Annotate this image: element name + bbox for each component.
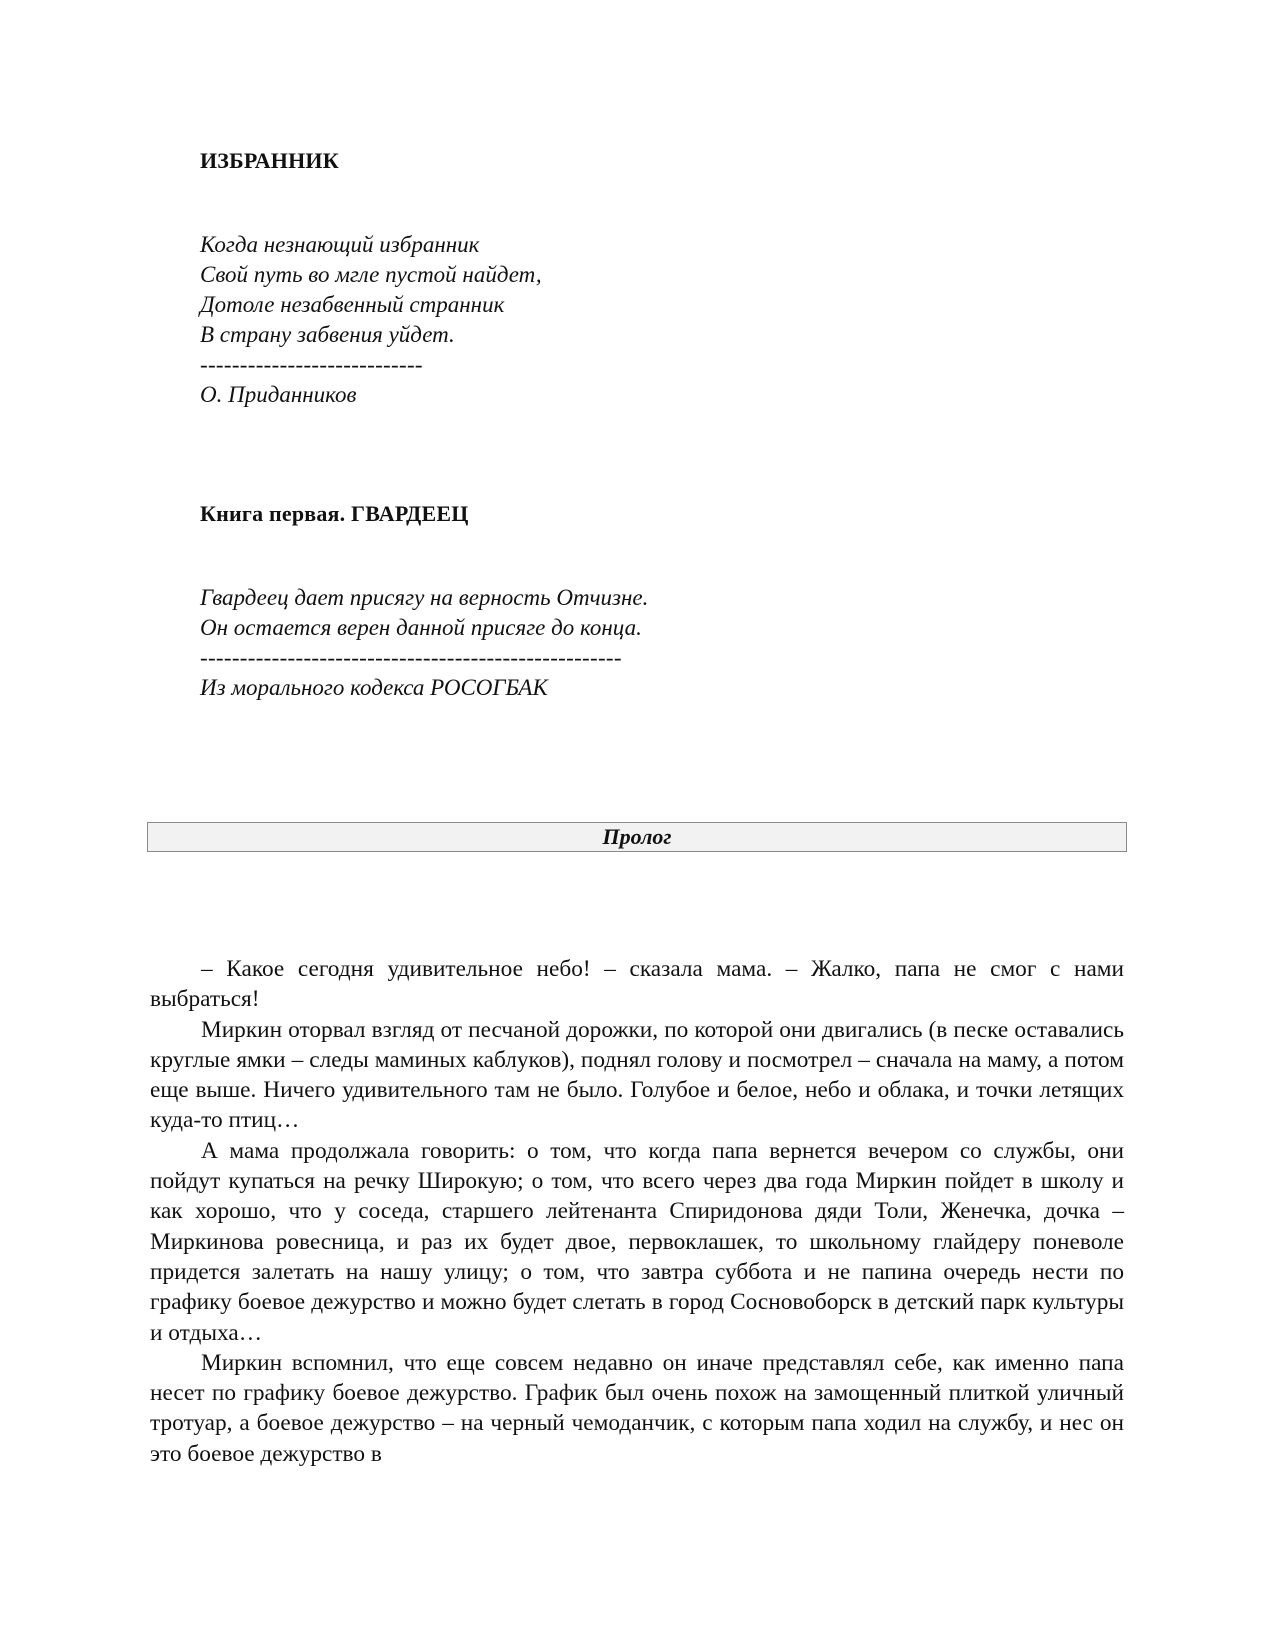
section-heading-box [147,822,1127,852]
section-title: Пролог [602,824,672,849]
body-text [150,954,1124,1469]
epigraph-line: Гвардеец дает присягу на верность Отчизне. [200,585,649,610]
epigraph-line: Свой путь во мгле пустой найдет, [200,262,542,287]
paragraph: Миркин оторвал взгляд от песчаной дорожки, по которой они двигались (в песке оставались круглые ямки – следы маминых каблуков), поднял голову и посмотрел – сначала на маму, а потом еще выше. Ничего удивительного там не было. Голубое и белое, небо и облака, и точки летящих куда-то птиц… [150,1016,1124,1134]
work-title: ИЗБРАННИК [200,148,339,173]
title-epigraph [200,230,542,410]
epigraph-divider: ---------------------------- [200,352,423,377]
book-epigraph [200,583,648,703]
epigraph-line: Дотоле незабвенный странник [200,292,505,317]
book-heading: Книга первая. ГВАРДЕЕЦ [200,501,469,526]
epigraph-source: Из морального кодекса РОСОГБАК [200,675,548,700]
epigraph-line: Он остается верен данной присяге до конца. [200,615,642,640]
epigraph-line: В страну забвения уйдет. [200,322,455,347]
paragraph: – Какое сегодня удивительное небо! – сказала мама. – Жалко, папа не смог с нами выбраться! [150,956,1124,1013]
paragraph: Миркин вспомнил, что еще совсем недавно он иначе представлял себе, как именно папа несет по графику боевое дежурство. График был очень похож на замощенный плиткой уличный тротуар, а боевое дежурство – на черный чемоданчик, с которым папа ходил на службу, и нес он это боевое дежурство в [150,1349,1124,1467]
epigraph-divider: ----------------------------------------------------- [200,645,622,670]
paragraph: А мама продолжала говорить: о том, что когда папа вернется вечером со службы, они пойдут купаться на речку Широкую; о том, что всего через два года Миркин пойдет в школу и как хорошо, что у соседа, старшего лейтенанта Спиридонова дяди Толи, Женечка, дочка – Миркинова ровесница, и раз их будет двое, первоклашек, то школьному глайдеру поневоле придется залетать на нашу улицу; о том, что завтра суббота и не папина очередь нести по графику боевое дежурство и можно будет слетать в город Сосновоборск в детский парк культуры и отдыха… [150,1137,1124,1346]
epigraph-line: Когда незнающий избранник [200,232,480,257]
epigraph-author: О. Приданников [200,382,357,407]
